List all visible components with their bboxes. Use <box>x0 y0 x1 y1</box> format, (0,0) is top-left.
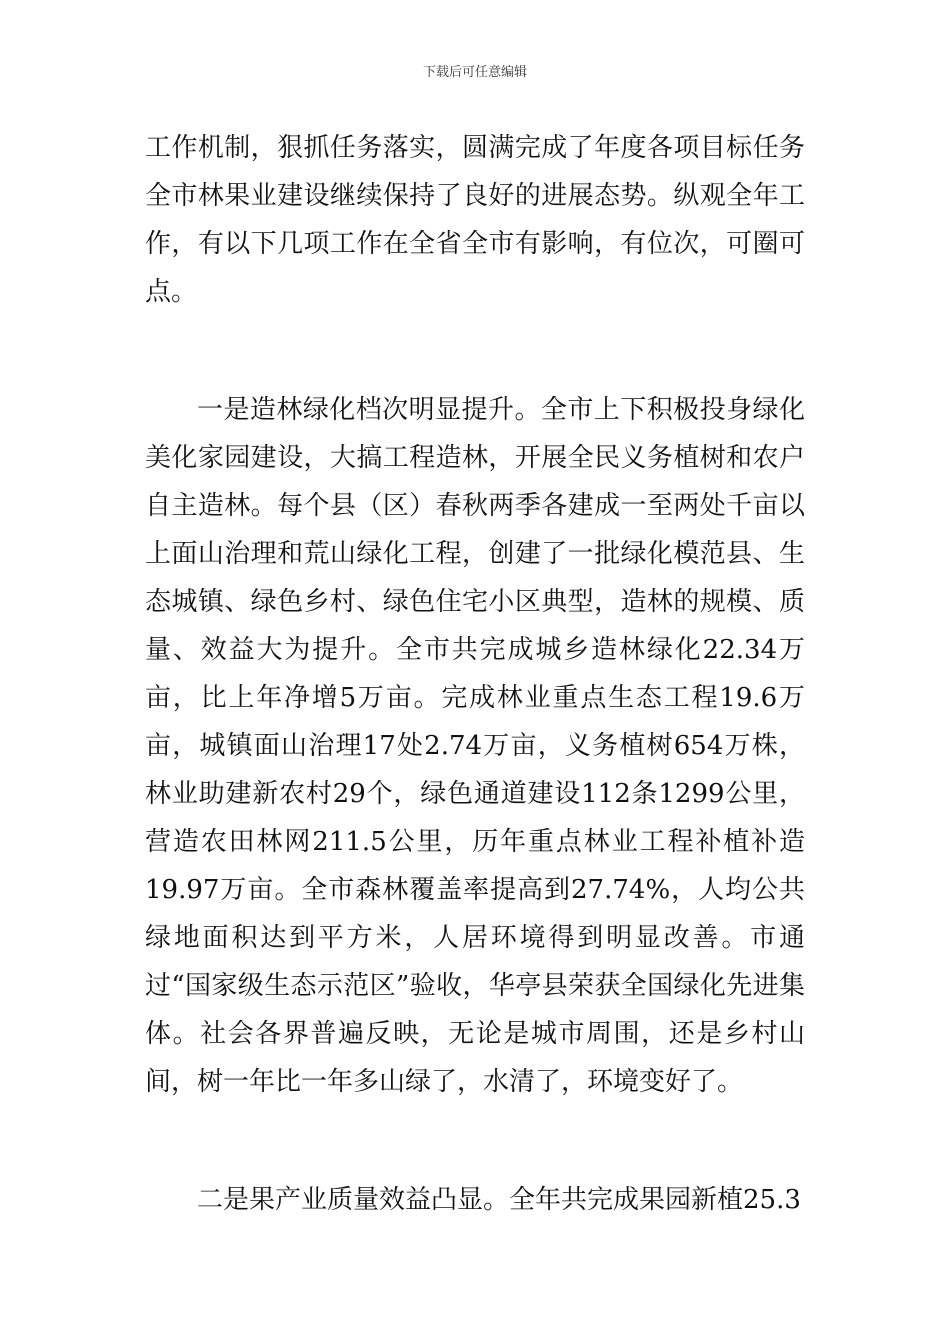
paragraph-spacer <box>145 316 805 386</box>
document-body <box>145 124 805 1224</box>
paragraph-spacer <box>145 1106 805 1176</box>
page-header-note: 下载后可任意编辑 <box>422 65 527 80</box>
paragraph-afforestation: 一是造林绿化档次明显提升。全市上下积极投身绿化美化家园建设，大搞工程造林，开展全民义务植树和农户自主造林。每个县（区）春秋两季各建成一至两处千亩以上面山治理和荒山绿化工程，创建了一批绿化模范县、生态城镇、绿色乡村、绿色住宅小区典型，造林的规模、质量、效益大为提升。全市共完成城乡造林绿化22.34万亩，比上年净增5万亩。完成林业重点生态工程19.6万亩，城镇面山治理17处2.74万亩，义务植树654万株，林业助建新农村29个，绿色通道建设112条1299公里，营造农田林网211.5公里，历年重点林业工程补植补造19.97万亩。全市森林覆盖率提高到27.74%，人均公共绿地面积达到平方米，人居环境得到明显改善。市通过“国家级生态示范区”验收，华亭县荣获全国绿化先进集体。社会各界普遍反映，无论是城市周围，还是乡村山间，树一年比一年多山绿了，水清了，环境变好了。 <box>145 395 805 1097</box>
paragraph-work-mechanism: 工作机制，狠抓任务落实，圆满完成了年度各项目标任务全市林果业建设继续保持了良好的进展态势。纵观全年工作，有以下几项工作在全省全市有影响，有位次，可圈可点。 <box>145 133 805 307</box>
paragraph-fruit-industry: 二是果产业质量效益凸显。全年共完成果园新植25.3 <box>197 1185 801 1215</box>
